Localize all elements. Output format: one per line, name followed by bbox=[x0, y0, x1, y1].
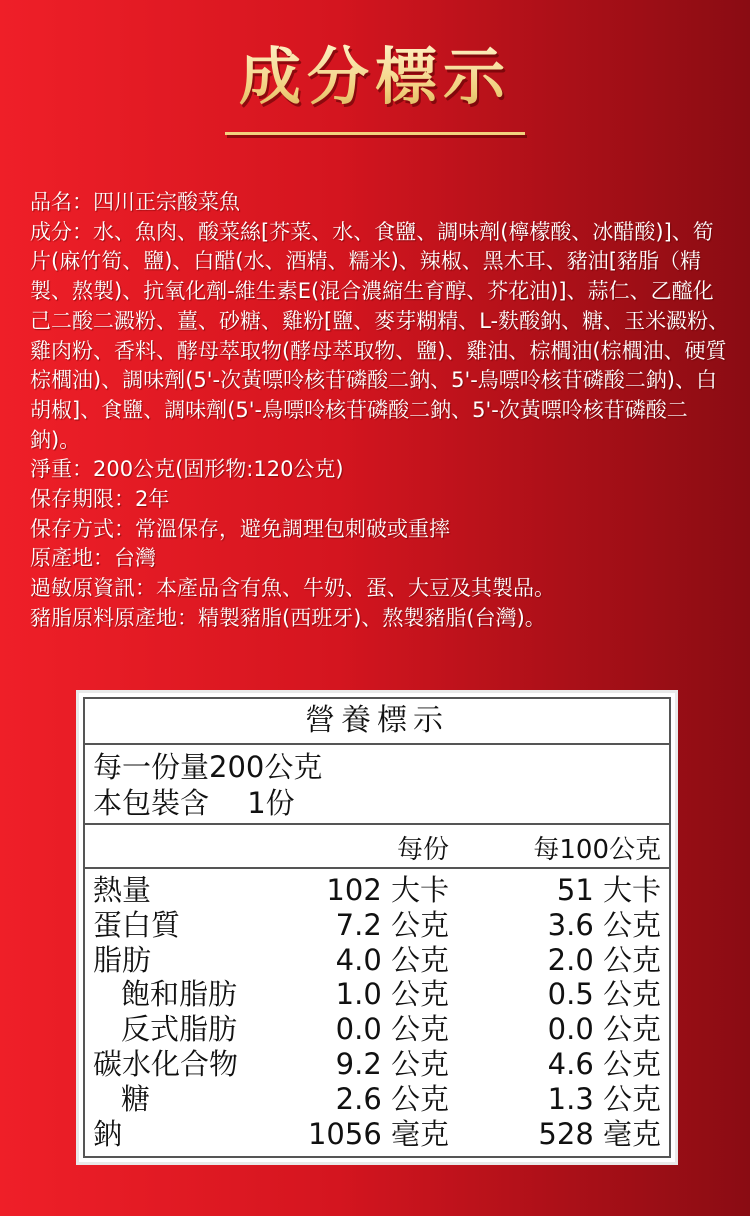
nutrient-row bbox=[85, 1047, 669, 1082]
nutrient-per-100g: 4.6 公克 bbox=[547, 1046, 661, 1081]
nutrient-label: 蛋白質 bbox=[93, 907, 181, 942]
nutrient-row bbox=[85, 908, 669, 943]
nutrient-per-serving: 2.6 公克 bbox=[335, 1081, 449, 1116]
ingredients: 成分：水、魚肉、酸菜絲[芥菜、水、食鹽、調味劑(檸檬酸、冰醋酸)]、筍片(麻竹筍、鹽)、白醋(水、酒精、糯米)、辣椒、黑木耳、豬油[豬脂（精製、熬製)、抗氧化劑-維生素E(混合濃縮生育醇、芥花油)]、蒜仁、乙醯化己二酸二澱粉、薑、砂糖、雞粉[鹽、麥芽糊精、L-麩酸鈉、糖、玉米澱粉、雞肉粉、香料、酵母萃取物(酵母萃取物、鹽)、雞油、棕櫚油(棕櫚油、硬質棕櫚油)、調味劑(5'-次黃嘌呤核苷磷酸二鈉、5'-鳥嘌呤核苷磷酸二鈉)、白胡椒]、食鹽、調味劑(5'-鳥嘌呤核苷磷酸二鈉、5'-次黃嘌呤核苷磷酸二鈉)。 bbox=[30, 219, 730, 452]
lard-origin: 豬脂原料原產地：精製豬脂(西班牙)、熬製豬脂(台灣)。 bbox=[30, 605, 546, 630]
nutrient-row bbox=[85, 1117, 669, 1152]
storage-method: 保存方式：常溫保存，避免調理包刺破或重摔 bbox=[30, 516, 450, 541]
nutrient-per-serving: 4.0 公克 bbox=[335, 942, 449, 977]
nutrient-per-100g: 0.5 公克 bbox=[547, 977, 661, 1012]
nutrient-per-serving: 7.2 公克 bbox=[335, 907, 449, 942]
nutrient-per-serving: 9.2 公克 bbox=[335, 1046, 449, 1081]
nutrient-row bbox=[85, 977, 669, 1012]
header bbox=[0, 40, 750, 135]
allergen-info: 過敏原資訊：本產品含有魚、牛奶、蛋、大豆及其製品。 bbox=[30, 576, 555, 601]
nutrition-panel bbox=[76, 690, 678, 1165]
nutrient-label: 糖 bbox=[121, 1081, 151, 1116]
nutrient-row bbox=[85, 1082, 669, 1117]
nutrition-table bbox=[83, 697, 671, 1158]
nutrient-label: 碳水化合物 bbox=[93, 1046, 239, 1081]
column-headers bbox=[85, 825, 669, 869]
servings-per-package: 本包裝含 1份 bbox=[93, 786, 295, 820]
serving-size: 每一份量200公克 bbox=[93, 750, 323, 784]
nutrient-per-100g: 0.0 公克 bbox=[547, 1012, 661, 1047]
col-per-100g: 每100公克 bbox=[533, 835, 661, 865]
nutrient-label: 反式脂肪 bbox=[121, 1012, 238, 1047]
nutrition-title: 營養標示 bbox=[85, 699, 669, 745]
nutrient-row bbox=[85, 873, 669, 908]
nutrient-per-serving: 1056 毫克 bbox=[307, 1116, 449, 1151]
page-title: 成分標示 bbox=[225, 40, 525, 135]
net-weight: 淨重：200公克(固形物:120公克) bbox=[30, 457, 344, 482]
nutrient-label: 熱量 bbox=[93, 873, 152, 907]
nutrient-label: 脂肪 bbox=[93, 942, 152, 977]
nutrient-per-100g: 3.6 公克 bbox=[547, 907, 661, 942]
nutrient-per-serving: 102 大卡 bbox=[326, 873, 449, 907]
product-name: 品名：四川正宗酸菜魚 bbox=[30, 190, 240, 214]
nutrient-label: 飽和脂肪 bbox=[121, 977, 238, 1012]
origin: 原產地：台灣 bbox=[30, 546, 156, 571]
nutrient-per-100g: 2.0 公克 bbox=[547, 942, 661, 977]
nutrient-per-serving: 0.0 公克 bbox=[335, 1012, 449, 1047]
shelf-life: 保存期限：2年 bbox=[30, 487, 170, 512]
nutrient-per-serving: 1.0 公克 bbox=[335, 977, 449, 1012]
col-per-serving: 每份 bbox=[396, 835, 449, 865]
nutrient-per-100g: 1.3 公克 bbox=[547, 1081, 661, 1116]
ingredient-info bbox=[30, 188, 730, 634]
nutrient-rows bbox=[85, 869, 669, 1151]
nutrient-per-100g: 528 毫克 bbox=[538, 1116, 661, 1151]
nutrient-row bbox=[85, 943, 669, 978]
nutrient-row bbox=[85, 1012, 669, 1047]
serving-info bbox=[85, 745, 669, 825]
nutrient-per-100g: 51 大卡 bbox=[556, 873, 661, 907]
nutrient-label: 鈉 bbox=[93, 1116, 123, 1151]
